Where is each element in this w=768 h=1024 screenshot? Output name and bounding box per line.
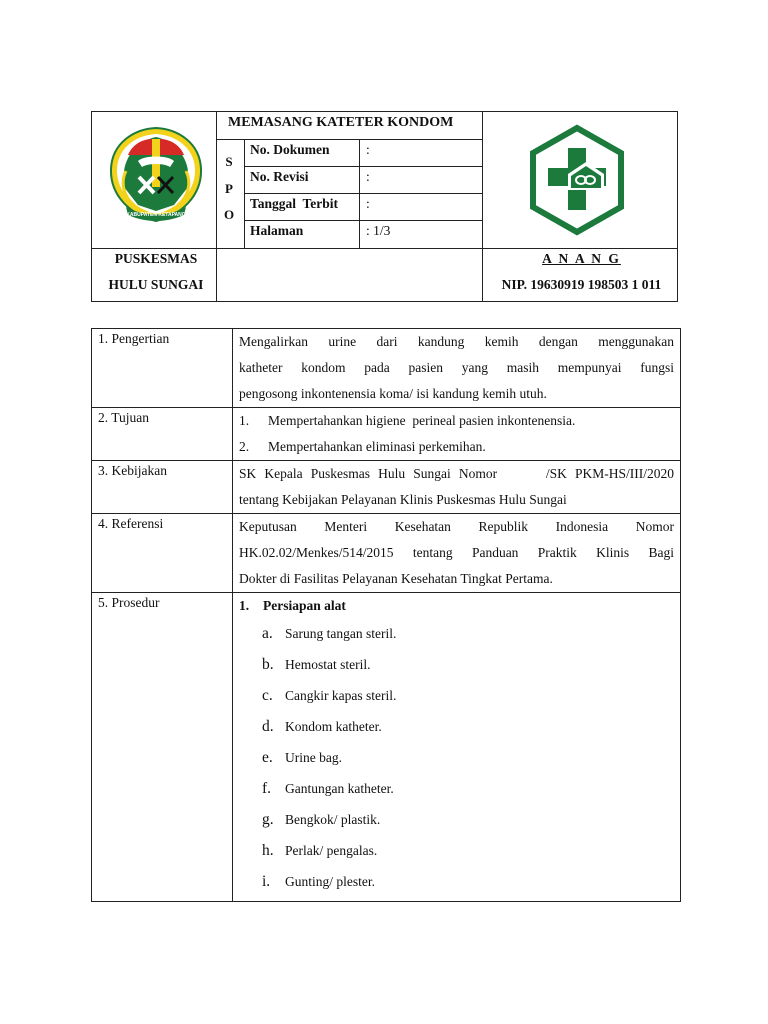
field-label-issue-date: Tanggal Terbit	[250, 196, 339, 211]
list-item	[239, 742, 674, 773]
list-letter: g.	[262, 810, 274, 828]
list-letter: d.	[262, 717, 274, 735]
table-row	[92, 593, 681, 902]
procedure-subheading	[239, 594, 674, 618]
list-item	[239, 408, 674, 434]
section-label: 3. Kebijakan	[92, 461, 233, 514]
paragraph-line: tentang Kebijakan Pelayanan Klinis Puskesmas Hulu Sungai	[239, 492, 567, 507]
list-text: Hemostat steril.	[285, 656, 371, 672]
list-letter: b.	[262, 655, 274, 673]
table-row	[92, 461, 681, 514]
document-title: MEMASANG KATETER KONDOM	[228, 115, 454, 130]
subheading-number: 1.	[239, 598, 250, 613]
list-number: 2.	[239, 439, 250, 454]
signatory-name: A N A N G	[542, 251, 621, 266]
spo-letter: S	[225, 154, 233, 169]
spo-letter: P	[225, 181, 233, 196]
list-text: Mempertahankan eliminasi perkemihan.	[268, 439, 486, 454]
divider	[244, 193, 482, 194]
subheading-text: Persiapan alat	[263, 598, 346, 613]
section-content	[233, 514, 681, 593]
organization-name: PUSKESMAS	[114, 251, 198, 266]
list-text: Sarung tangan steril.	[285, 625, 397, 641]
paragraph-line: HK.02.02/Menkes/514/2015 tentang Panduan Praktik Klinis Bagi	[239, 545, 674, 560]
list-item	[239, 773, 674, 804]
section-content	[233, 329, 681, 408]
table-row	[92, 329, 681, 408]
paragraph-line: Mengalirkan urine dari kandung kemih dengan menggunakan	[239, 334, 674, 349]
signatory-nip: NIP. 19630919 198503 1 011	[501, 277, 662, 292]
section-content	[233, 408, 681, 461]
list-item	[239, 618, 674, 649]
divider	[216, 112, 217, 301]
table-row	[92, 514, 681, 593]
section-label: 1. Pengertian	[92, 329, 233, 408]
list-item	[239, 434, 674, 460]
procedure-table	[91, 328, 681, 902]
divider	[244, 166, 482, 167]
list-letter: i.	[262, 872, 271, 890]
organization-location: HULU SUNGAI	[108, 277, 204, 292]
divider	[216, 139, 482, 140]
section-content	[233, 593, 681, 902]
document-header	[91, 111, 678, 302]
section-label: 4. Referensi	[92, 514, 233, 593]
spo-letter: O	[223, 207, 235, 222]
paragraph-line: Keputusan Menteri Kesehatan Republik Indonesia Nomor	[239, 519, 674, 534]
list-item	[239, 649, 674, 680]
field-value-page: : 1/3	[366, 223, 391, 238]
paragraph-line: SK Kepala Puskesmas Hulu Sungai Nomor /SK PKM-HS/III/2020	[239, 466, 674, 481]
divider	[244, 220, 482, 221]
section-content	[233, 461, 681, 514]
list-text: Urine bag.	[285, 749, 342, 765]
list-text: Mempertahankan higiene perineal pasien inkontenensia.	[268, 413, 576, 428]
paragraph-line: pengosong inkontenensia koma/ isi kandung kemih utuh.	[239, 386, 547, 401]
puskesmas-logo	[528, 124, 626, 236]
list-text: Bengkok/ plastik.	[285, 811, 381, 827]
list-item	[239, 680, 674, 711]
list-letter: e.	[262, 748, 273, 766]
list-item	[239, 835, 674, 866]
list-item	[239, 804, 674, 835]
divider	[92, 248, 677, 249]
list-letter: c.	[262, 686, 273, 704]
list-text: Gantungan katheter.	[285, 780, 394, 796]
list-letter: a.	[262, 624, 273, 642]
list-text: Perlak/ pengalas.	[285, 842, 378, 858]
list-text: Kondom katheter.	[285, 718, 382, 734]
list-text: Gunting/ plester.	[285, 873, 375, 889]
section-label: 2. Tujuan	[92, 408, 233, 461]
divider	[482, 112, 483, 301]
regency-emblem-logo	[108, 125, 204, 227]
paragraph-line: Dokter di Fasilitas Pelayanan Kesehatan Tingkat Pertama.	[239, 571, 553, 586]
table-row	[92, 408, 681, 461]
field-label-document-number: No. Dokumen	[250, 142, 330, 157]
list-item	[239, 711, 674, 742]
list-letter: h.	[262, 841, 274, 859]
emblem-caption: KABUPATEN KETAPANG	[126, 212, 186, 218]
list-item	[239, 866, 674, 897]
field-label-revision: No. Revisi	[250, 169, 309, 184]
field-value-revision: :	[366, 169, 370, 184]
list-number: 1.	[239, 413, 250, 428]
list-letter: f.	[262, 779, 272, 797]
field-value-issue-date: :	[366, 196, 370, 211]
field-value-document-number: :	[366, 142, 370, 157]
field-label-page: Halaman	[250, 223, 304, 238]
paragraph-line: katheter kondom pada pasien yang masih mempunyai fungsi	[239, 360, 674, 375]
section-label: 5. Prosedur	[92, 593, 233, 902]
list-text: Cangkir kapas steril.	[285, 687, 397, 703]
